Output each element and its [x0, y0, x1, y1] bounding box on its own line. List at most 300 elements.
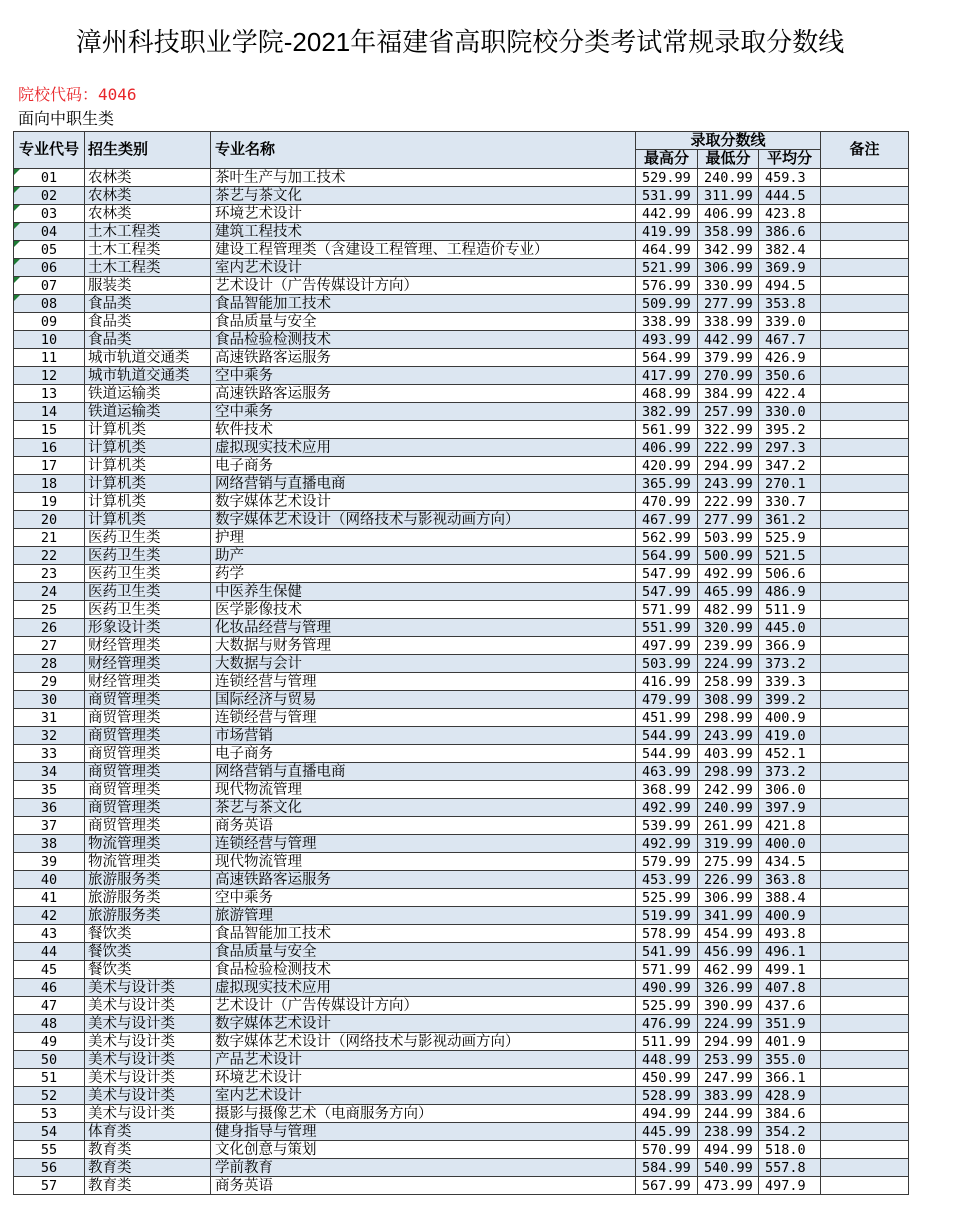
table-row	[14, 871, 909, 889]
avg-score-cell: 557.8	[759, 1159, 821, 1177]
major-name-cell: 健身指导与管理	[211, 1123, 636, 1141]
category-cell: 美术与设计类	[85, 997, 211, 1015]
remark-cell	[821, 655, 909, 673]
category-cell: 计算机类	[85, 421, 211, 439]
avg-score-cell: 382.4	[759, 241, 821, 259]
category-cell: 餐饮类	[85, 961, 211, 979]
avg-score-cell: 347.2	[759, 457, 821, 475]
max-score-cell: 511.99	[636, 1033, 698, 1051]
remark-cell	[821, 763, 909, 781]
category-cell: 商贸管理类	[85, 709, 211, 727]
avg-score-cell: 353.8	[759, 295, 821, 313]
table-row	[14, 673, 909, 691]
min-score-cell: 342.99	[698, 241, 759, 259]
table-row	[14, 1015, 909, 1033]
major-name-cell: 摄影与摄像艺术（电商服务方向）	[211, 1105, 636, 1123]
table-row	[14, 997, 909, 1015]
category-cell: 物流管理类	[85, 835, 211, 853]
table-row	[14, 223, 909, 241]
max-score-cell: 453.99	[636, 871, 698, 889]
table-row	[14, 295, 909, 313]
major-name-cell: 大数据与会计	[211, 655, 636, 673]
avg-score-cell: 330.0	[759, 403, 821, 421]
remark-cell	[821, 961, 909, 979]
remark-cell	[821, 349, 909, 367]
major-code-cell: 32	[14, 727, 85, 745]
remark-cell	[821, 1033, 909, 1051]
major-name-cell: 连锁经营与管理	[211, 673, 636, 691]
max-score-cell: 528.99	[636, 1087, 698, 1105]
avg-score-cell: 467.7	[759, 331, 821, 349]
table-row	[14, 313, 909, 331]
min-score-cell: 306.99	[698, 259, 759, 277]
remark-cell	[821, 709, 909, 727]
major-code-cell: 24	[14, 583, 85, 601]
table-row	[14, 529, 909, 547]
remark-cell	[821, 259, 909, 277]
remark-cell	[821, 889, 909, 907]
major-code-cell: 18	[14, 475, 85, 493]
max-score-cell: 416.99	[636, 673, 698, 691]
table-row	[14, 565, 909, 583]
major-name-cell: 建设工程管理类（含建设工程管理、工程造价专业）	[211, 241, 636, 259]
major-code-cell: 45	[14, 961, 85, 979]
remark-cell	[821, 313, 909, 331]
avg-score-cell: 511.9	[759, 601, 821, 619]
major-code-cell: 42	[14, 907, 85, 925]
min-score-cell: 224.99	[698, 655, 759, 673]
major-name-cell: 空中乘务	[211, 889, 636, 907]
avg-score-cell: 493.8	[759, 925, 821, 943]
max-score-cell: 451.99	[636, 709, 698, 727]
table-row	[14, 655, 909, 673]
table-row	[14, 727, 909, 745]
avg-score-cell: 339.0	[759, 313, 821, 331]
major-code-cell: 51	[14, 1069, 85, 1087]
table-row	[14, 421, 909, 439]
avg-score-cell: 445.0	[759, 619, 821, 637]
category-cell: 商贸管理类	[85, 763, 211, 781]
category-cell: 医药卫生类	[85, 601, 211, 619]
major-name-cell: 食品检验检测技术	[211, 331, 636, 349]
major-name-cell: 室内艺术设计	[211, 1087, 636, 1105]
major-name-cell: 国际经济与贸易	[211, 691, 636, 709]
table-row	[14, 619, 909, 637]
max-score-cell: 450.99	[636, 1069, 698, 1087]
min-score-cell: 403.99	[698, 745, 759, 763]
table-row	[14, 691, 909, 709]
remark-cell	[821, 673, 909, 691]
table-row	[14, 1159, 909, 1177]
remark-cell	[821, 1105, 909, 1123]
max-score-cell: 570.99	[636, 1141, 698, 1159]
avg-score-cell: 494.5	[759, 277, 821, 295]
major-name-cell: 产品艺术设计	[211, 1051, 636, 1069]
major-name-cell: 数字媒体艺术设计（网络技术与影视动画方向）	[211, 511, 636, 529]
table-row	[14, 493, 909, 511]
major-name-cell: 护理	[211, 529, 636, 547]
min-score-cell: 243.99	[698, 727, 759, 745]
remark-cell	[821, 187, 909, 205]
max-score-cell: 525.99	[636, 889, 698, 907]
major-code-cell: 02	[14, 187, 85, 205]
major-name-cell: 商务英语	[211, 817, 636, 835]
min-score-cell: 465.99	[698, 583, 759, 601]
avg-score-cell: 270.1	[759, 475, 821, 493]
max-score-cell: 547.99	[636, 583, 698, 601]
header-avg-score: 平均分	[759, 150, 821, 169]
category-cell: 旅游服务类	[85, 889, 211, 907]
remark-cell	[821, 853, 909, 871]
major-name-cell: 高速铁路客运服务	[211, 385, 636, 403]
max-score-cell: 365.99	[636, 475, 698, 493]
table-row	[14, 979, 909, 997]
table-row	[14, 853, 909, 871]
category-cell: 城市轨道交通类	[85, 367, 211, 385]
min-score-cell: 383.99	[698, 1087, 759, 1105]
major-name-cell: 食品智能加工技术	[211, 295, 636, 313]
category-cell: 商贸管理类	[85, 781, 211, 799]
max-score-cell: 490.99	[636, 979, 698, 997]
min-score-cell: 224.99	[698, 1015, 759, 1033]
table-row	[14, 1069, 909, 1087]
major-code-cell: 07	[14, 277, 85, 295]
max-score-cell: 571.99	[636, 961, 698, 979]
remark-cell	[821, 799, 909, 817]
major-code-cell: 22	[14, 547, 85, 565]
major-name-cell: 连锁经营与管理	[211, 709, 636, 727]
avg-score-cell: 506.6	[759, 565, 821, 583]
category-cell: 商贸管理类	[85, 727, 211, 745]
table-row	[14, 745, 909, 763]
major-code-cell: 39	[14, 853, 85, 871]
remark-cell	[821, 493, 909, 511]
major-name-cell: 食品质量与安全	[211, 943, 636, 961]
table-row	[14, 583, 909, 601]
major-name-cell: 食品智能加工技术	[211, 925, 636, 943]
table-row	[14, 511, 909, 529]
major-code-cell: 08	[14, 295, 85, 313]
major-code-cell: 10	[14, 331, 85, 349]
page-title: 漳州科技职业学院-2021年福建省高职院校分类考试常规录取分数线	[75, 27, 845, 57]
min-score-cell: 270.99	[698, 367, 759, 385]
min-score-cell: 253.99	[698, 1051, 759, 1069]
remark-cell	[821, 637, 909, 655]
min-score-cell: 258.99	[698, 673, 759, 691]
major-code-cell: 04	[14, 223, 85, 241]
avg-score-cell: 369.9	[759, 259, 821, 277]
category-cell: 医药卫生类	[85, 583, 211, 601]
min-score-cell: 308.99	[698, 691, 759, 709]
table-row	[14, 1087, 909, 1105]
remark-cell	[821, 1069, 909, 1087]
min-score-cell: 326.99	[698, 979, 759, 997]
remark-cell	[821, 817, 909, 835]
header-max-score: 最高分	[636, 150, 698, 169]
max-score-cell: 493.99	[636, 331, 698, 349]
remark-cell	[821, 565, 909, 583]
table-row	[14, 1177, 909, 1195]
avg-score-cell: 426.9	[759, 349, 821, 367]
major-name-cell: 文化创意与策划	[211, 1141, 636, 1159]
major-code-cell: 41	[14, 889, 85, 907]
max-score-cell: 509.99	[636, 295, 698, 313]
remark-cell	[821, 223, 909, 241]
table-row	[14, 475, 909, 493]
category-label: 面向中职生类	[18, 111, 115, 128]
avg-score-cell: 428.9	[759, 1087, 821, 1105]
min-score-cell: 222.99	[698, 493, 759, 511]
remark-cell	[821, 781, 909, 799]
header-major-name: 专业名称	[211, 132, 636, 169]
major-code-cell: 19	[14, 493, 85, 511]
min-score-cell: 238.99	[698, 1123, 759, 1141]
max-score-cell: 541.99	[636, 943, 698, 961]
avg-score-cell: 399.2	[759, 691, 821, 709]
major-code-cell: 44	[14, 943, 85, 961]
min-score-cell: 261.99	[698, 817, 759, 835]
avg-score-cell: 400.9	[759, 907, 821, 925]
major-code-cell: 31	[14, 709, 85, 727]
category-cell: 食品类	[85, 295, 211, 313]
remark-cell	[821, 457, 909, 475]
max-score-cell: 562.99	[636, 529, 698, 547]
table-row	[14, 961, 909, 979]
major-code-cell: 36	[14, 799, 85, 817]
table-row	[14, 1051, 909, 1069]
major-code-cell: 48	[14, 1015, 85, 1033]
avg-score-cell: 395.2	[759, 421, 821, 439]
category-cell: 餐饮类	[85, 943, 211, 961]
max-score-cell: 529.99	[636, 169, 698, 187]
category-cell: 食品类	[85, 331, 211, 349]
remark-cell	[821, 277, 909, 295]
table-row	[14, 169, 909, 187]
category-cell: 餐饮类	[85, 925, 211, 943]
min-score-cell: 473.99	[698, 1177, 759, 1195]
min-score-cell: 454.99	[698, 925, 759, 943]
max-score-cell: 578.99	[636, 925, 698, 943]
major-name-cell: 食品检验检测技术	[211, 961, 636, 979]
min-score-cell: 244.99	[698, 1105, 759, 1123]
max-score-cell: 420.99	[636, 457, 698, 475]
min-score-cell: 294.99	[698, 457, 759, 475]
avg-score-cell: 499.1	[759, 961, 821, 979]
max-score-cell: 539.99	[636, 817, 698, 835]
major-name-cell: 茶艺与茶文化	[211, 187, 636, 205]
category-cell: 教育类	[85, 1141, 211, 1159]
max-score-cell: 470.99	[636, 493, 698, 511]
major-name-cell: 室内艺术设计	[211, 259, 636, 277]
major-code-cell: 06	[14, 259, 85, 277]
avg-score-cell: 452.1	[759, 745, 821, 763]
remark-cell	[821, 295, 909, 313]
category-cell: 计算机类	[85, 475, 211, 493]
major-name-cell: 软件技术	[211, 421, 636, 439]
min-score-cell: 322.99	[698, 421, 759, 439]
avg-score-cell: 361.2	[759, 511, 821, 529]
major-code-cell: 23	[14, 565, 85, 583]
major-name-cell: 虚拟现实技术应用	[211, 979, 636, 997]
max-score-cell: 547.99	[636, 565, 698, 583]
remark-cell	[821, 943, 909, 961]
table-row	[14, 403, 909, 421]
category-cell: 旅游服务类	[85, 907, 211, 925]
major-code-cell: 49	[14, 1033, 85, 1051]
category-cell: 土木工程类	[85, 223, 211, 241]
table-row	[14, 439, 909, 457]
table-row	[14, 781, 909, 799]
major-code-cell: 28	[14, 655, 85, 673]
major-code-cell: 47	[14, 997, 85, 1015]
remark-cell	[821, 241, 909, 259]
avg-score-cell: 373.2	[759, 763, 821, 781]
max-score-cell: 503.99	[636, 655, 698, 673]
avg-score-cell: 444.5	[759, 187, 821, 205]
header-admission-scores: 录取分数线	[636, 132, 821, 150]
avg-score-cell: 366.9	[759, 637, 821, 655]
max-score-cell: 382.99	[636, 403, 698, 421]
category-cell: 美术与设计类	[85, 1033, 211, 1051]
remark-cell	[821, 1177, 909, 1195]
category-cell: 土木工程类	[85, 241, 211, 259]
major-name-cell: 数字媒体艺术设计	[211, 1015, 636, 1033]
remark-cell	[821, 385, 909, 403]
remark-cell	[821, 403, 909, 421]
table-row	[14, 349, 909, 367]
major-name-cell: 市场营销	[211, 727, 636, 745]
category-cell: 美术与设计类	[85, 1105, 211, 1123]
max-score-cell: 464.99	[636, 241, 698, 259]
max-score-cell: 494.99	[636, 1105, 698, 1123]
remark-cell	[821, 925, 909, 943]
major-name-cell: 电子商务	[211, 745, 636, 763]
avg-score-cell: 373.2	[759, 655, 821, 673]
category-cell: 旅游服务类	[85, 871, 211, 889]
category-cell: 城市轨道交通类	[85, 349, 211, 367]
remark-cell	[821, 1015, 909, 1033]
major-code-cell: 53	[14, 1105, 85, 1123]
avg-score-cell: 423.8	[759, 205, 821, 223]
major-code-cell: 34	[14, 763, 85, 781]
category-cell: 商贸管理类	[85, 799, 211, 817]
major-name-cell: 电子商务	[211, 457, 636, 475]
major-name-cell: 数字媒体艺术设计（网络技术与影视动画方向）	[211, 1033, 636, 1051]
remark-cell	[821, 205, 909, 223]
category-cell: 土木工程类	[85, 259, 211, 277]
category-cell: 医药卫生类	[85, 565, 211, 583]
max-score-cell: 544.99	[636, 745, 698, 763]
major-code-cell: 11	[14, 349, 85, 367]
remark-cell	[821, 1141, 909, 1159]
min-score-cell: 311.99	[698, 187, 759, 205]
header-row	[14, 132, 909, 150]
major-code-cell: 21	[14, 529, 85, 547]
table-row	[14, 241, 909, 259]
remark-cell	[821, 727, 909, 745]
avg-score-cell: 407.8	[759, 979, 821, 997]
table-row	[14, 925, 909, 943]
remark-cell	[821, 1087, 909, 1105]
category-cell: 物流管理类	[85, 853, 211, 871]
min-score-cell: 277.99	[698, 295, 759, 313]
max-score-cell: 476.99	[636, 1015, 698, 1033]
category-cell: 计算机类	[85, 457, 211, 475]
major-code-cell: 55	[14, 1141, 85, 1159]
avg-score-cell: 397.9	[759, 799, 821, 817]
max-score-cell: 338.99	[636, 313, 698, 331]
remark-cell	[821, 475, 909, 493]
table-row	[14, 907, 909, 925]
category-cell: 铁道运输类	[85, 385, 211, 403]
category-cell: 教育类	[85, 1159, 211, 1177]
min-score-cell: 247.99	[698, 1069, 759, 1087]
max-score-cell: 468.99	[636, 385, 698, 403]
table-row	[14, 457, 909, 475]
max-score-cell: 497.99	[636, 637, 698, 655]
remark-cell	[821, 1123, 909, 1141]
min-score-cell: 503.99	[698, 529, 759, 547]
min-score-cell: 306.99	[698, 889, 759, 907]
avg-score-cell: 363.8	[759, 871, 821, 889]
major-code-cell: 17	[14, 457, 85, 475]
max-score-cell: 467.99	[636, 511, 698, 529]
remark-cell	[821, 835, 909, 853]
major-name-cell: 现代物流管理	[211, 853, 636, 871]
table-row	[14, 385, 909, 403]
category-cell: 美术与设计类	[85, 1069, 211, 1087]
major-name-cell: 连锁经营与管理	[211, 835, 636, 853]
avg-score-cell: 384.6	[759, 1105, 821, 1123]
category-cell: 美术与设计类	[85, 979, 211, 997]
major-code-cell: 16	[14, 439, 85, 457]
max-score-cell: 561.99	[636, 421, 698, 439]
category-cell: 财经管理类	[85, 673, 211, 691]
max-score-cell: 417.99	[636, 367, 698, 385]
avg-score-cell: 497.9	[759, 1177, 821, 1195]
major-name-cell: 旅游管理	[211, 907, 636, 925]
major-code-cell: 09	[14, 313, 85, 331]
remark-cell	[821, 745, 909, 763]
category-cell: 形象设计类	[85, 619, 211, 637]
category-cell: 美术与设计类	[85, 1015, 211, 1033]
min-score-cell: 294.99	[698, 1033, 759, 1051]
avg-score-cell: 437.6	[759, 997, 821, 1015]
major-code-cell: 27	[14, 637, 85, 655]
category-cell: 医药卫生类	[85, 529, 211, 547]
remark-cell	[821, 331, 909, 349]
major-name-cell: 高速铁路客运服务	[211, 871, 636, 889]
table-row	[14, 763, 909, 781]
table-row	[14, 1123, 909, 1141]
table-row	[14, 367, 909, 385]
min-score-cell: 406.99	[698, 205, 759, 223]
table-row	[14, 331, 909, 349]
avg-score-cell: 366.1	[759, 1069, 821, 1087]
min-score-cell: 298.99	[698, 709, 759, 727]
remark-cell	[821, 583, 909, 601]
category-cell: 美术与设计类	[85, 1087, 211, 1105]
avg-score-cell: 351.9	[759, 1015, 821, 1033]
category-cell: 美术与设计类	[85, 1051, 211, 1069]
major-code-cell: 30	[14, 691, 85, 709]
avg-score-cell: 354.2	[759, 1123, 821, 1141]
category-cell: 体育类	[85, 1123, 211, 1141]
avg-score-cell: 496.1	[759, 943, 821, 961]
major-name-cell: 商务英语	[211, 1177, 636, 1195]
major-name-cell: 药学	[211, 565, 636, 583]
remark-cell	[821, 1051, 909, 1069]
